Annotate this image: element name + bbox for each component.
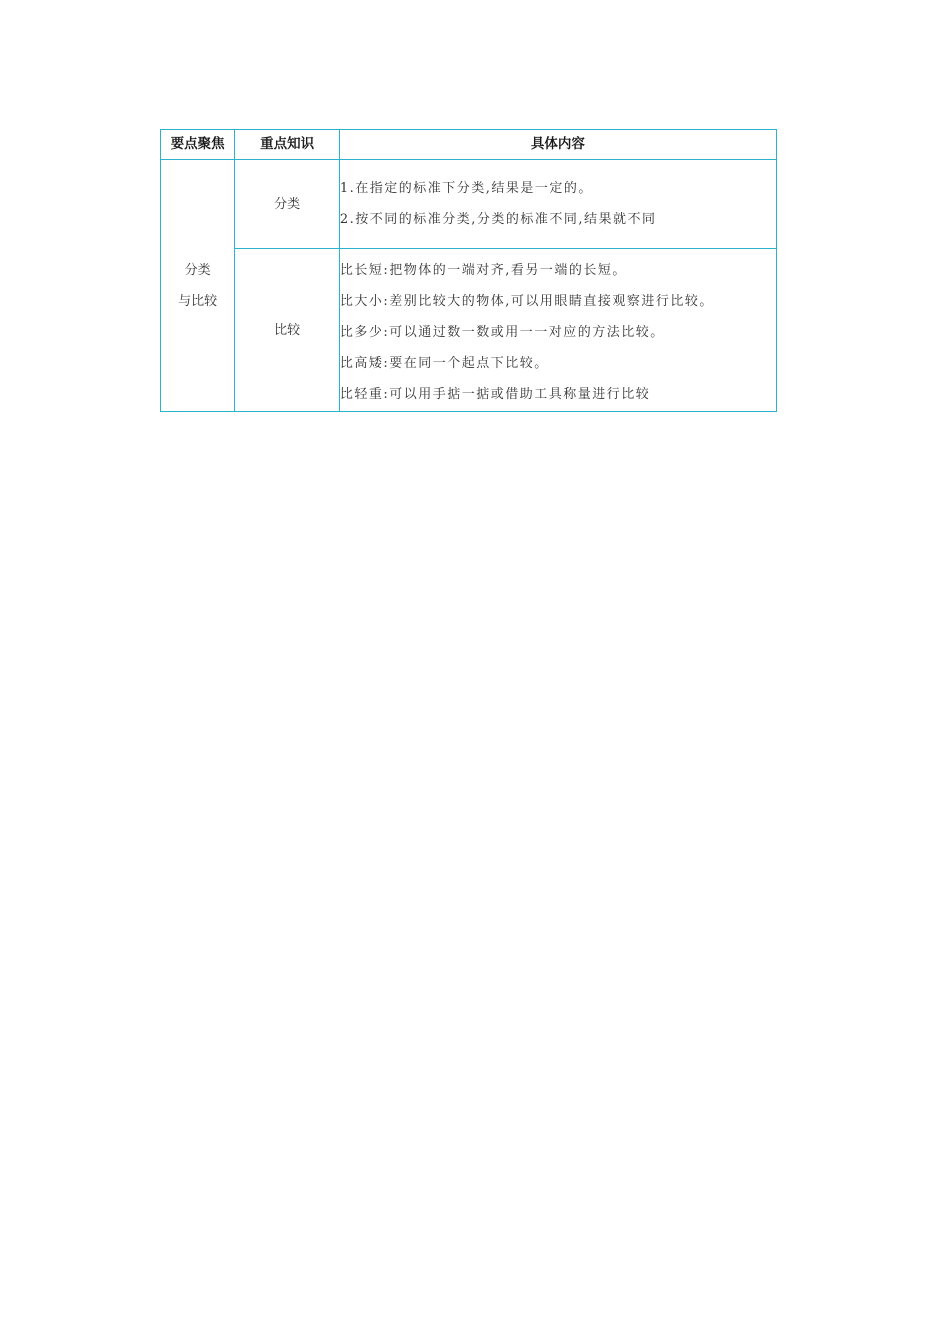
header-specific-content: 具体内容 [339,130,776,160]
topic-cell [161,160,235,412]
content-line: 比大小:差别比较大的物体,可以用眼睛直接观察进行比较。 [339,294,714,309]
knowledge-comparison: 比较 [235,249,340,412]
content-line: 比高矮:要在同一个起点下比较。 [339,356,549,371]
header-focus: 要点聚焦 [161,130,235,160]
content-classification [339,160,776,249]
content-line: 1.在指定的标准下分类,结果是一定的。 [339,181,593,196]
header-key-knowledge: 重点知识 [235,130,340,160]
topic-line-2: 与比较 [178,293,218,309]
knowledge-classification: 分类 [235,160,340,249]
content-line: 比多少:可以通过数一数或用一一对应的方法比较。 [339,325,665,340]
content-line: 比长短:把物体的一端对齐,看另一端的长短。 [339,263,627,278]
table-row-comparison [161,249,777,412]
summary-table [160,129,777,412]
content-comparison [339,249,776,412]
table-header-row [161,130,777,160]
table-row-classification [161,160,777,249]
content-line: 比轻重:可以用手掂一掂或借助工具称量进行比较 [339,387,651,402]
topic-line-1: 分类 [184,262,211,278]
content-line: 2.按不同的标准分类,分类的标准不同,结果就不同 [339,212,657,227]
